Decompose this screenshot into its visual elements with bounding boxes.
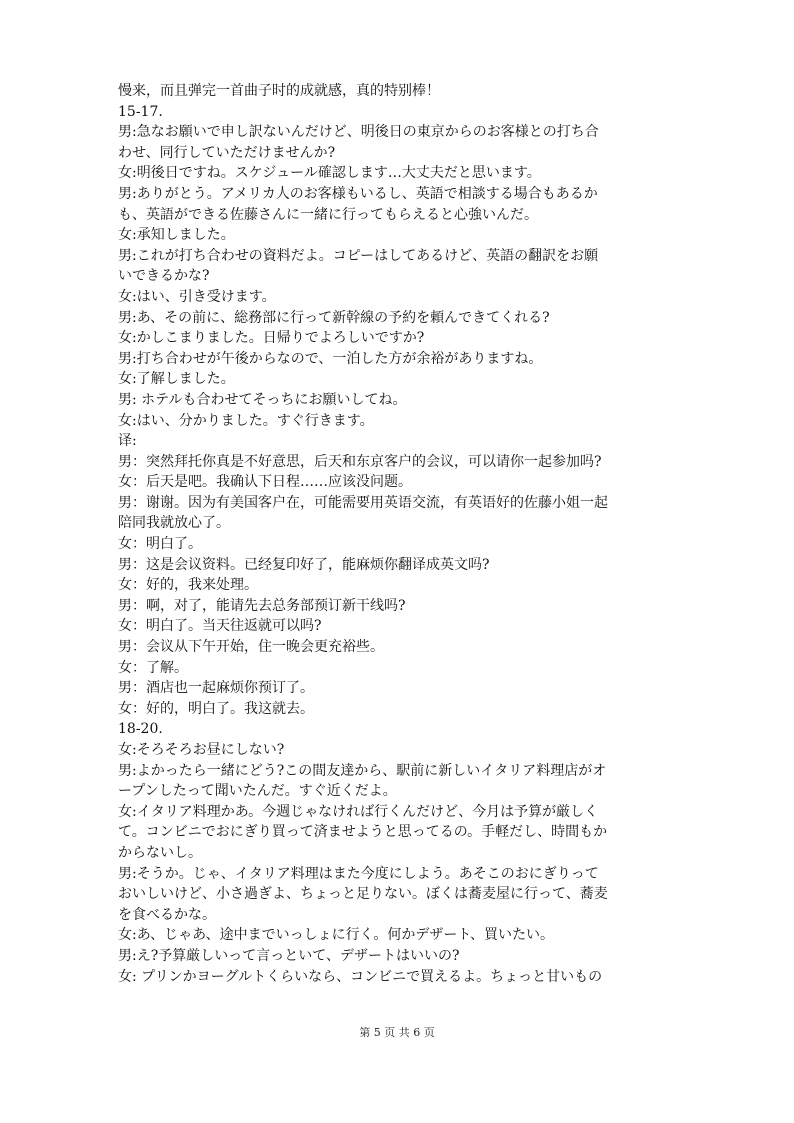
- text-line: 慢来，而且弹完一首曲子时的成就感，真的特别棒！: [118, 83, 440, 99]
- text-line: 男:ありがとう。アメリカ人のお客様もいるし、英語で相談する場合もあるか: [118, 185, 598, 202]
- text-line: 女:かしこまりました。日帰りでよろしいですか?: [118, 330, 425, 347]
- text-line: 男:あ、その前に、総務部に行って新幹線の予約を頼んできてくれる?: [118, 309, 550, 326]
- text-line: 女：明白了。: [118, 536, 202, 553]
- page-footer: 第 5 页 共 6 页: [359, 1026, 435, 1039]
- text-line: 女:はい、分かりました。すぐ行きます。: [118, 412, 374, 429]
- text-line: 女:イタリア料理かあ。今週じゃなければ行くんだけど、今月は予算が厳しく: [118, 803, 599, 820]
- text-line: 女：好的，明白了。我这就去。: [118, 700, 314, 717]
- text-line: 15-17.: [118, 103, 163, 120]
- text-line: 女:そろそろお昼にしない?: [118, 742, 285, 758]
- text-line: て。コンビニでおにぎり買って済ませようと思ってるの。手軽だし、時間もか: [118, 824, 608, 841]
- text-line: 男:え?予算厳しいって言っといて、デザートはいいの?: [118, 947, 460, 964]
- text-line: いできるかな?: [118, 268, 210, 285]
- text-line: 女：后天是吧。我确认下日程……应该没问题。: [118, 474, 412, 491]
- text-line: 陪同我就放心了。: [118, 515, 230, 532]
- text-line: を食べるかな。: [118, 906, 216, 923]
- text-line: 女:明後日ですね。スケジュール確認します…大丈夫だと思います。: [118, 165, 541, 182]
- text-line: 18-20.: [118, 721, 163, 738]
- text-line: も、英語ができる佐藤さんに一緒に行ってもらえると心強いんだ。: [118, 206, 538, 223]
- text-line: 女:承知しました。: [118, 227, 235, 244]
- text-line: 女:あ、じゃあ、途中までいっしょに行く。何かデザート、買いたい。: [118, 927, 555, 944]
- text-line: おいしいけど、小さ過ぎよ、ちょっと足りない。ぼくは蕎麦屋に行って、蕎麦: [118, 886, 608, 903]
- text-line: 女: プリンかヨーグルトくらいなら、コンビニで買えるよ。ちょっと甘いもの: [118, 968, 603, 985]
- text-line: 男：这是会议资料。已经复印好了，能麻烦你翻译成英文吗?: [118, 556, 490, 573]
- text-line: 女：明白了。当天往返就可以吗?: [118, 618, 322, 635]
- text-line: 男：啊，对了，能请先去总务部预订新干线吗?: [118, 597, 406, 614]
- text-line: 女:はい、引き受けます。: [118, 288, 276, 305]
- text-line: 男：酒店也一起麻烦你预订了。: [118, 680, 314, 697]
- text-line: 男:打ち合わせが午後からなので、一泊した方が余裕がありますね。: [118, 350, 543, 367]
- text-line: からないし。: [118, 844, 202, 861]
- text-line: 女:了解しました。: [118, 371, 235, 388]
- text-line: 男：突然拜托你真是不好意思，后天和东京客户的会议，可以请你一起参加吗?: [118, 453, 602, 470]
- text-line: 女：了解。: [118, 659, 188, 676]
- text-line: 男:よかったら一緒にどう?この間友達から、駅前に新しいイタリア料理店がオ: [118, 762, 607, 779]
- text-line: 译:: [118, 433, 137, 450]
- text-line: 女：好的，我来处理。: [118, 577, 258, 594]
- text-line: 男: ホテルも合わせてそっちにお願いしてね。: [118, 391, 407, 408]
- text-line: 男：会议从下午开始，住一晚会更充裕些。: [118, 639, 384, 656]
- text-line: 男:急なお願いで申し訳ないんだけど、明後日の東京からのお客様との打ち合: [118, 124, 599, 141]
- text-line: わせ、同行していただけませんか?: [118, 144, 336, 161]
- text-line: ープンしたって聞いたんだ。すぐ近くだよ。: [118, 783, 397, 800]
- text-line: 男：谢谢。因为有美国客户在，可能需要用英语交流，有英语好的佐藤小姐一起: [118, 494, 608, 511]
- document-body: [118, 81, 688, 987]
- text-line: 男:そうか。じゃ、イタリア料理はまた今度にしよう。あそこのおにぎりって: [118, 865, 599, 882]
- text-line: 男:これが打ち合わせの資料だよ。コピーはしてあるけど、英語の翻訳をお願: [118, 247, 599, 264]
